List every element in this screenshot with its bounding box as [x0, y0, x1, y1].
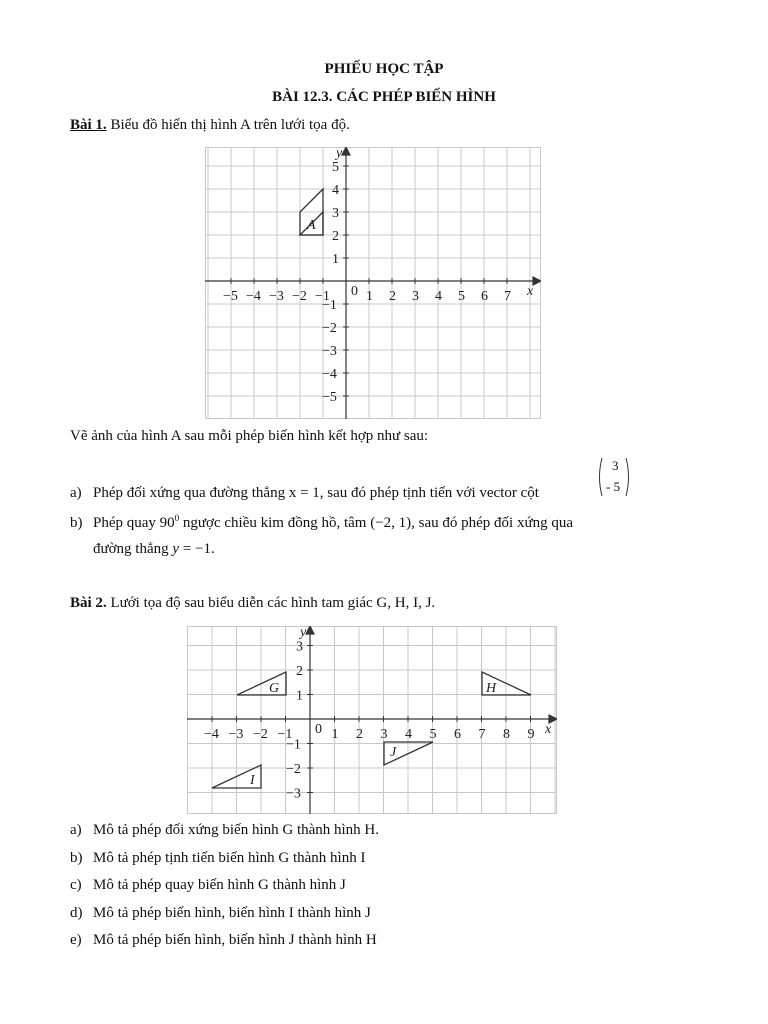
x-tick-label: 5 — [429, 727, 437, 742]
x-tick-label: 4 — [405, 727, 412, 742]
vector-top: 3 — [612, 458, 619, 473]
x-tick-label: 7 — [504, 289, 511, 304]
y-tick-label: −3 — [322, 344, 337, 359]
bai1-item-b-cont — [93, 541, 215, 558]
x-tick-label: −3 — [228, 727, 244, 742]
y-tick-label: −2 — [322, 321, 337, 336]
item-key: c) — [70, 877, 82, 893]
bai1-intro — [70, 117, 350, 134]
y-tick-label: 3 — [296, 639, 303, 655]
item-text: Phép quay 90 — [93, 515, 175, 531]
degree-superscript: 0 — [174, 513, 180, 523]
x-tick-label: 5 — [458, 289, 465, 304]
x-tick-label: −5 — [223, 289, 238, 304]
x-axis-label: x — [545, 722, 552, 737]
bai1-item-b — [70, 513, 573, 532]
x-tick-label: 1 — [331, 727, 339, 742]
bai2-item — [70, 932, 377, 949]
y-tick-label: 2 — [296, 664, 303, 679]
x-tick-label: −2 — [292, 289, 307, 304]
bai2-label: Bài 2. — [70, 595, 107, 611]
item-text: đường thẳng — [93, 541, 173, 557]
y-tick-label: 2 — [332, 229, 339, 244]
x-tick-label: 1 — [366, 289, 373, 304]
item-key: b) — [70, 515, 83, 531]
item-var: y — [172, 541, 180, 557]
y-tick-label: 4 — [332, 183, 339, 198]
item-text: = −1. — [179, 541, 215, 557]
x-tick-label: 2 — [356, 727, 363, 742]
x-tick-label: 2 — [389, 289, 396, 304]
y-tick-label: 3 — [332, 206, 339, 221]
y-axis-label: y — [300, 626, 307, 640]
x-tick-label: 4 — [435, 289, 442, 304]
y-axis-label: y — [336, 147, 343, 161]
item-text: Mô tả phép quay biến hình G thành hình J — [93, 877, 346, 893]
item-text: Mô tả phép biến hình, biến hình J thành hình H — [93, 932, 377, 948]
x-tick-label: 3 — [412, 289, 419, 304]
triangle-h-label: H — [486, 681, 497, 696]
bai1-instruction: Vẽ ảnh của hình A sau mỗi phép biến hình kết hợp như sau: — [70, 428, 429, 444]
bai1-intro-text: Biểu đồ hiển thị hình A trên lưới tọa độ. — [106, 117, 350, 133]
x-tick-label: 9 — [527, 727, 535, 742]
bai2-intro-text: Lưới tọa độ sau biểu diễn các hình tam giác G, H, I, J. — [106, 595, 436, 611]
lesson-title: BÀI 12.3. CÁC PHÉP BIẾN HÌNH — [272, 89, 496, 105]
vector-bottom: - 5 — [606, 479, 621, 494]
x-tick-label: −1 — [277, 727, 293, 742]
item-text-cont: ngược chiều kim đồng hồ, tâm (−2, 1), sau đó phép đối xứng qua — [179, 515, 574, 531]
origin-label: 0 — [351, 284, 358, 299]
triangle-j-label: J — [390, 745, 397, 760]
bai1-label: Bài 1. — [70, 117, 107, 133]
y-tick-label: −1 — [322, 298, 337, 313]
bai2-item — [70, 877, 346, 894]
x-tick-label: 6 — [454, 727, 461, 742]
bai2-coordinate-grid — [187, 626, 557, 814]
x-tick-label: −4 — [204, 727, 219, 742]
bai2-item — [70, 905, 371, 922]
y-tick-label: −2 — [286, 762, 301, 777]
bai1-item-a — [70, 485, 539, 502]
y-tick-label: −1 — [286, 737, 301, 753]
item-key: d) — [70, 904, 83, 921]
x-axis-label: x — [527, 284, 534, 299]
item-text: Phép đối xứng qua đường thẳng x = 1, sau đó phép tịnh tiến với vector cột — [93, 485, 539, 501]
origin-label: 0 — [315, 722, 322, 737]
column-vector — [596, 456, 632, 498]
item-key: a) — [70, 822, 82, 838]
bai1-coordinate-grid — [205, 147, 541, 419]
x-tick-label: 6 — [481, 289, 488, 304]
y-tick-label: 1 — [296, 688, 303, 704]
item-key: e) — [70, 932, 82, 948]
triangle-g-label: G — [269, 681, 280, 696]
x-tick-label: 7 — [478, 727, 486, 742]
x-tick-label: −4 — [246, 289, 261, 304]
y-tick-label: −5 — [322, 390, 337, 405]
y-tick-label: −3 — [286, 786, 301, 802]
bai2-item — [70, 850, 365, 867]
triangle-i-label: I — [250, 773, 255, 788]
x-tick-label: −2 — [253, 727, 268, 742]
item-text: Mô tả phép đối xứng biến hình G thành hình H. — [93, 822, 380, 838]
y-tick-label: −4 — [322, 367, 337, 382]
bai2-intro — [70, 595, 435, 612]
y-tick-label: 1 — [332, 252, 339, 267]
x-tick-label: 3 — [380, 727, 388, 742]
item-key: a) — [70, 485, 82, 501]
shape-a-label: A — [307, 218, 316, 233]
x-tick-label: −1 — [315, 289, 330, 304]
bai2-item — [70, 822, 379, 839]
x-tick-label: 8 — [503, 727, 510, 742]
item-text: Mô tả phép biến hình, biến hình I thành hình J — [93, 904, 371, 921]
item-text: Mô tả phép tịnh tiến biến hình G thành hình I — [93, 849, 366, 866]
worksheet-title: PHIẾU HỌC TẬP — [324, 61, 444, 77]
x-tick-label: −3 — [269, 289, 284, 304]
item-key: b) — [70, 849, 83, 866]
y-tick-label: 5 — [332, 160, 339, 175]
